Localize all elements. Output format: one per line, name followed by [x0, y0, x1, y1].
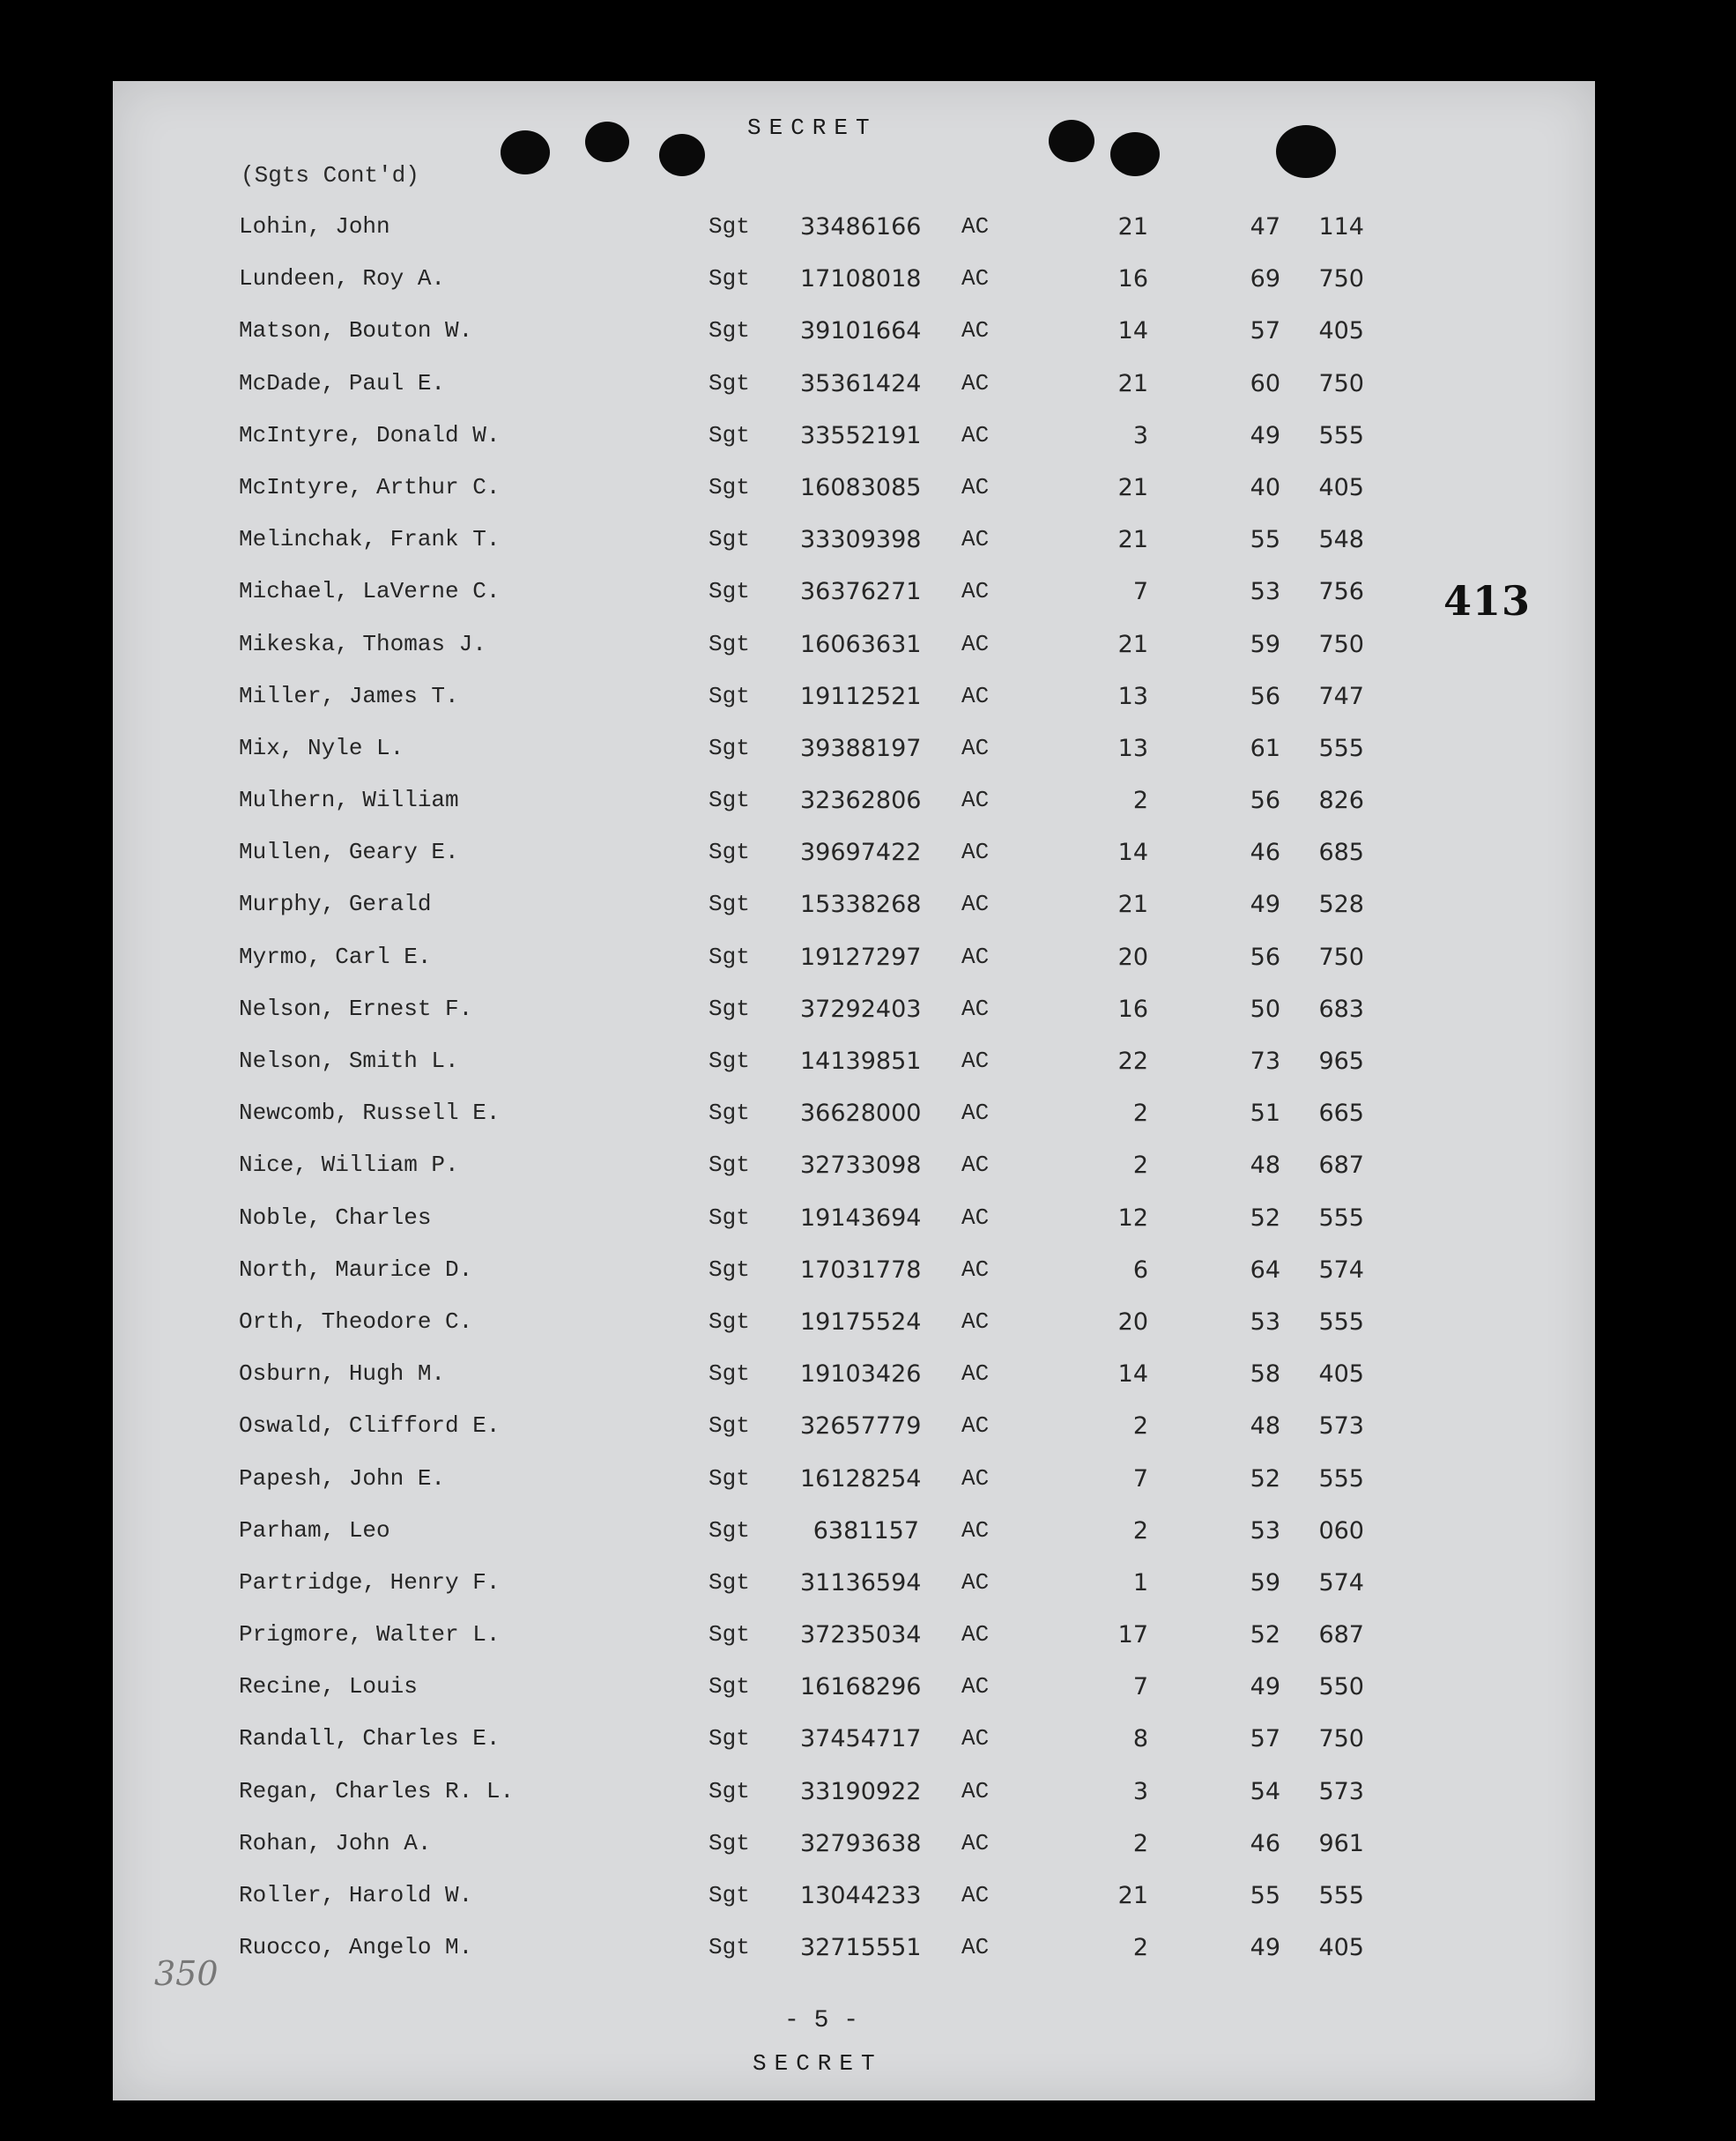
value-cell-b: 52 [1250, 1464, 1280, 1493]
value-cell-c: 750 [1318, 1725, 1364, 1753]
value-cell-c: 750 [1318, 943, 1364, 971]
name-cell: Matson, Bouton W. [239, 317, 473, 344]
serial-number-cell: 19143694 [800, 1204, 922, 1232]
value-cell-c: 756 [1318, 578, 1364, 606]
branch-cell: AC [961, 1204, 990, 1231]
value-cell-b: 53 [1250, 1308, 1280, 1336]
name-cell: Lundeen, Roy A. [239, 265, 446, 293]
serial-number-cell: 31136594 [800, 1568, 922, 1596]
serial-number-cell: 16168296 [800, 1673, 922, 1701]
value-cell-b: 49 [1250, 1934, 1280, 1962]
value-cell-a: 3 [1132, 421, 1148, 449]
section-subtitle: (Sgts Cont'd) [241, 162, 419, 189]
value-cell-a: 14 [1117, 317, 1148, 345]
value-cell-c: 750 [1318, 369, 1364, 397]
value-cell-c: 405 [1318, 1934, 1364, 1962]
value-cell-a: 7 [1132, 1464, 1148, 1493]
serial-number-cell: 15338268 [800, 891, 922, 919]
table-row [113, 996, 1595, 1048]
punch-hole [1110, 132, 1160, 176]
value-cell-a: 14 [1117, 1360, 1148, 1389]
value-cell-b: 49 [1250, 891, 1280, 919]
rank-cell: Sgt [708, 265, 750, 293]
rank-cell: Sgt [708, 1308, 750, 1335]
rank-cell: Sgt [708, 943, 750, 970]
value-cell-c: 665 [1318, 1100, 1364, 1128]
serial-number-cell: 33552191 [800, 421, 922, 449]
table-row [113, 1673, 1595, 1725]
table-row [113, 1308, 1595, 1360]
value-cell-c: 555 [1318, 421, 1364, 449]
value-cell-b: 56 [1250, 682, 1280, 710]
rank-cell: Sgt [708, 891, 750, 918]
name-cell: Randall, Charles E. [239, 1725, 501, 1752]
document-page [113, 81, 1595, 2100]
value-cell-b: 46 [1250, 1829, 1280, 1857]
name-cell: Noble, Charles [239, 1204, 432, 1231]
name-cell: Oswald, Clifford E. [239, 1412, 501, 1440]
value-cell-b: 53 [1250, 1516, 1280, 1545]
serial-number-cell: 16063631 [800, 630, 922, 658]
table-row [113, 1569, 1595, 1621]
name-cell: Lohin, John [239, 213, 390, 240]
rank-cell: Sgt [708, 578, 750, 605]
branch-cell: AC [961, 1777, 990, 1804]
rank-cell: Sgt [708, 682, 750, 709]
branch-cell: AC [961, 630, 990, 657]
punch-hole [1049, 120, 1094, 162]
value-cell-b: 52 [1250, 1621, 1280, 1649]
rank-cell: Sgt [708, 1725, 750, 1752]
serial-number-cell: 36628000 [800, 1100, 922, 1128]
serial-number-cell: 19112521 [800, 682, 922, 710]
name-cell: Nelson, Smith L. [239, 1048, 459, 1074]
table-row [113, 422, 1595, 474]
value-cell-c: 405 [1318, 473, 1364, 501]
value-cell-a: 21 [1117, 1882, 1148, 1909]
name-cell: Mulhern, William [239, 787, 459, 814]
rank-cell: Sgt [708, 630, 750, 657]
value-cell-a: 20 [1117, 1308, 1148, 1336]
value-cell-a: 2 [1132, 1152, 1148, 1180]
value-cell-a: 2 [1132, 1934, 1148, 1962]
value-cell-c: 405 [1318, 317, 1364, 345]
branch-cell: AC [961, 1516, 990, 1544]
table-row [113, 1934, 1595, 1986]
value-cell-c: 683 [1318, 995, 1364, 1023]
name-cell: Murphy, Gerald [239, 891, 432, 918]
rank-cell: Sgt [708, 1516, 750, 1544]
value-cell-a: 8 [1132, 1725, 1148, 1753]
table-row [113, 735, 1595, 787]
table-row [113, 1152, 1595, 1204]
value-cell-b: 60 [1250, 369, 1280, 397]
rank-cell: Sgt [708, 1464, 750, 1492]
value-cell-c: 555 [1318, 1308, 1364, 1336]
value-cell-b: 56 [1250, 787, 1280, 815]
value-cell-a: 2 [1132, 1829, 1148, 1857]
serial-number-cell: 14139851 [800, 1048, 922, 1075]
value-cell-b: 57 [1250, 317, 1280, 345]
table-row [113, 631, 1595, 683]
table-row [113, 944, 1595, 996]
rank-cell: Sgt [708, 526, 750, 553]
name-cell: Myrmo, Carl E. [239, 943, 432, 970]
value-cell-a: 12 [1117, 1204, 1148, 1232]
value-cell-a: 21 [1117, 526, 1148, 554]
value-cell-a: 21 [1117, 630, 1148, 658]
punch-hole [501, 130, 550, 174]
value-cell-a: 22 [1117, 1048, 1148, 1075]
rank-cell: Sgt [708, 1256, 750, 1283]
branch-cell: AC [961, 317, 990, 344]
value-cell-a: 2 [1132, 787, 1148, 815]
table-row [113, 1360, 1595, 1412]
value-cell-b: 47 [1250, 213, 1280, 241]
branch-cell: AC [961, 1152, 990, 1179]
serial-number-cell: 19103426 [800, 1360, 922, 1389]
branch-cell: AC [961, 1048, 990, 1074]
name-cell: Parham, Leo [239, 1516, 390, 1544]
rank-cell: Sgt [708, 1621, 750, 1648]
value-cell-c: 405 [1318, 1360, 1364, 1389]
rank-cell: Sgt [708, 1829, 750, 1856]
value-cell-b: 59 [1250, 1568, 1280, 1596]
punch-hole [1276, 125, 1336, 178]
name-cell: Newcomb, Russell E. [239, 1100, 501, 1127]
table-row [113, 1465, 1595, 1517]
value-cell-c: 573 [1318, 1412, 1364, 1441]
rank-cell: Sgt [708, 1882, 750, 1908]
branch-cell: AC [961, 265, 990, 293]
branch-cell: AC [961, 1882, 990, 1908]
serial-number-cell: 35361424 [800, 369, 922, 397]
rank-cell: Sgt [708, 1360, 750, 1388]
value-cell-b: 57 [1250, 1725, 1280, 1753]
name-cell: Papesh, John E. [239, 1464, 446, 1492]
value-cell-a: 2 [1132, 1100, 1148, 1128]
table-row [113, 1048, 1595, 1100]
value-cell-a: 21 [1117, 473, 1148, 501]
value-cell-b: 69 [1250, 265, 1280, 293]
value-cell-c: 961 [1318, 1829, 1364, 1857]
value-cell-c: 750 [1318, 265, 1364, 293]
serial-number-cell: 33309398 [800, 526, 922, 554]
branch-cell: AC [961, 1568, 990, 1596]
value-cell-b: 61 [1250, 734, 1280, 762]
value-cell-b: 55 [1250, 526, 1280, 554]
value-cell-c: 555 [1318, 1882, 1364, 1909]
branch-cell: AC [961, 1308, 990, 1335]
serial-number-cell: 17031778 [800, 1256, 922, 1284]
value-cell-c: 060 [1318, 1516, 1364, 1545]
name-cell: Prigmore, Walter L. [239, 1621, 501, 1648]
rank-cell: Sgt [708, 995, 750, 1022]
name-cell: Recine, Louis [239, 1673, 418, 1700]
rank-cell: Sgt [708, 1568, 750, 1596]
table-row [113, 787, 1595, 839]
punch-hole [585, 122, 629, 162]
branch-cell: AC [961, 1621, 990, 1648]
name-cell: Melinchak, Frank T. [239, 526, 501, 553]
table-row [113, 1204, 1595, 1256]
value-cell-a: 13 [1117, 682, 1148, 710]
name-cell: Ruocco, Angelo M. [239, 1934, 473, 1961]
value-cell-a: 14 [1117, 839, 1148, 867]
rank-cell: Sgt [708, 213, 750, 240]
value-cell-a: 21 [1117, 891, 1148, 919]
branch-cell: AC [961, 526, 990, 553]
table-row [113, 1882, 1595, 1934]
table-row [113, 1778, 1595, 1830]
value-cell-b: 49 [1250, 421, 1280, 449]
value-cell-b: 64 [1250, 1256, 1280, 1284]
value-cell-a: 7 [1132, 578, 1148, 606]
table-row [113, 578, 1595, 630]
name-cell: Mix, Nyle L. [239, 734, 404, 761]
value-cell-c: 550 [1318, 1673, 1364, 1701]
value-cell-b: 53 [1250, 578, 1280, 606]
value-cell-b: 52 [1250, 1204, 1280, 1232]
value-cell-a: 17 [1117, 1621, 1148, 1649]
handwritten-note: 350 [154, 1954, 219, 1993]
serial-number-cell: 19127297 [800, 943, 922, 971]
branch-cell: AC [961, 1829, 990, 1856]
branch-cell: AC [961, 1673, 990, 1700]
value-cell-a: 13 [1117, 734, 1148, 762]
rank-cell: Sgt [708, 473, 750, 500]
name-cell: Osburn, Hugh M. [239, 1360, 446, 1388]
value-cell-c: 528 [1318, 891, 1364, 919]
value-cell-b: 48 [1250, 1152, 1280, 1180]
serial-number-cell: 32715551 [800, 1934, 922, 1962]
value-cell-c: 114 [1318, 213, 1364, 241]
value-cell-b: 50 [1250, 995, 1280, 1023]
rank-cell: Sgt [708, 1934, 750, 1961]
branch-cell: AC [961, 1256, 990, 1283]
branch-cell: AC [961, 1360, 990, 1388]
branch-cell: AC [961, 421, 990, 448]
serial-number-cell: 32657779 [800, 1412, 922, 1441]
value-cell-c: 687 [1318, 1621, 1364, 1649]
serial-number-cell: 16128254 [800, 1464, 922, 1493]
rank-cell: Sgt [708, 1048, 750, 1074]
value-cell-c: 685 [1318, 839, 1364, 867]
serial-number-cell: 39101664 [800, 317, 922, 345]
table-row [113, 213, 1595, 265]
rank-cell: Sgt [708, 1152, 750, 1179]
branch-cell: AC [961, 369, 990, 396]
rank-cell: Sgt [708, 1777, 750, 1804]
value-cell-c: 687 [1318, 1152, 1364, 1180]
serial-number-cell: 32362806 [800, 787, 922, 815]
name-cell: Nelson, Ernest F. [239, 995, 473, 1022]
branch-cell: AC [961, 734, 990, 761]
value-cell-a: 21 [1117, 213, 1148, 241]
name-cell: Nice, William P. [239, 1152, 459, 1179]
branch-cell: AC [961, 213, 990, 240]
table-row [113, 370, 1595, 422]
rank-cell: Sgt [708, 421, 750, 448]
branch-cell: AC [961, 787, 990, 814]
table-row [113, 317, 1595, 369]
serial-number-cell: 39388197 [800, 734, 922, 762]
serial-number-cell: 33486166 [800, 213, 922, 241]
rank-cell: Sgt [708, 839, 750, 866]
name-cell: McIntyre, Donald W. [239, 421, 501, 448]
page-number: - 5 - [784, 2007, 859, 2034]
serial-number-cell: 13044233 [800, 1882, 922, 1909]
serial-number-cell: 39697422 [800, 839, 922, 867]
table-row [113, 1517, 1595, 1569]
table-row [113, 839, 1595, 891]
rank-cell: Sgt [708, 317, 750, 344]
value-cell-b: 59 [1250, 630, 1280, 658]
value-cell-b: 55 [1250, 1882, 1280, 1909]
serial-number-cell: 37454717 [800, 1725, 922, 1753]
branch-cell: AC [961, 473, 990, 500]
value-cell-c: 574 [1318, 1256, 1364, 1284]
value-cell-c: 555 [1318, 1204, 1364, 1232]
branch-cell: AC [961, 995, 990, 1022]
value-cell-a: 6 [1132, 1256, 1148, 1284]
name-cell: Partridge, Henry F. [239, 1568, 501, 1596]
table-row [113, 1725, 1595, 1777]
stamp-number: 413 [1443, 577, 1532, 625]
value-cell-a: 16 [1117, 995, 1148, 1023]
name-cell: McIntyre, Arthur C. [239, 473, 501, 500]
table-row [113, 1412, 1595, 1464]
serial-number-cell: 32733098 [800, 1152, 922, 1180]
value-cell-c: 548 [1318, 526, 1364, 554]
table-row [113, 891, 1595, 943]
value-cell-a: 7 [1132, 1673, 1148, 1701]
value-cell-b: 48 [1250, 1412, 1280, 1441]
branch-cell: AC [961, 578, 990, 605]
serial-number-cell: 16083085 [800, 473, 922, 501]
table-row [113, 1830, 1595, 1882]
serial-number-cell: 37292403 [800, 995, 922, 1023]
table-row [113, 1256, 1595, 1308]
rank-cell: Sgt [708, 1412, 750, 1440]
serial-number-cell: 19175524 [800, 1308, 922, 1336]
serial-number-cell: 33190922 [800, 1777, 922, 1805]
name-cell: McDade, Paul E. [239, 369, 446, 396]
value-cell-a: 2 [1132, 1516, 1148, 1545]
value-cell-c: 555 [1318, 1464, 1364, 1493]
branch-cell: AC [961, 891, 990, 918]
classification-header: SECRET [747, 115, 878, 141]
serial-number-cell: 37235034 [800, 1621, 922, 1649]
branch-cell: AC [961, 839, 990, 866]
rank-cell: Sgt [708, 1204, 750, 1231]
value-cell-b: 51 [1250, 1100, 1280, 1128]
table-row [113, 1100, 1595, 1152]
rank-cell: Sgt [708, 1673, 750, 1700]
name-cell: Mikeska, Thomas J. [239, 630, 486, 657]
branch-cell: AC [961, 943, 990, 970]
value-cell-c: 826 [1318, 787, 1364, 815]
value-cell-c: 574 [1318, 1568, 1364, 1596]
rank-cell: Sgt [708, 734, 750, 761]
value-cell-a: 20 [1117, 943, 1148, 971]
table-row [113, 1621, 1595, 1673]
branch-cell: AC [961, 1725, 990, 1752]
value-cell-b: 73 [1250, 1048, 1280, 1075]
value-cell-c: 747 [1318, 682, 1364, 710]
rank-cell: Sgt [708, 787, 750, 814]
value-cell-a: 16 [1117, 265, 1148, 293]
name-cell: Rohan, John A. [239, 1829, 432, 1856]
value-cell-a: 21 [1117, 369, 1148, 397]
serial-number-cell: 17108018 [800, 265, 922, 293]
value-cell-a: 1 [1132, 1568, 1148, 1596]
punch-hole [659, 134, 705, 176]
value-cell-b: 40 [1250, 473, 1280, 501]
serial-number-cell: 36376271 [800, 578, 922, 606]
value-cell-c: 555 [1318, 734, 1364, 762]
value-cell-c: 573 [1318, 1777, 1364, 1805]
serial-number-cell: 32793638 [800, 1829, 922, 1857]
branch-cell: AC [961, 1464, 990, 1492]
rank-cell: Sgt [708, 369, 750, 396]
branch-cell: AC [961, 682, 990, 709]
table-row [113, 683, 1595, 735]
classification-footer: SECRET [753, 2050, 883, 2077]
value-cell-c: 750 [1318, 630, 1364, 658]
value-cell-c: 965 [1318, 1048, 1364, 1075]
value-cell-a: 3 [1132, 1777, 1148, 1805]
serial-number-cell: 6381157 [812, 1516, 919, 1545]
name-cell: Orth, Theodore C. [239, 1308, 473, 1335]
value-cell-b: 54 [1250, 1777, 1280, 1805]
name-cell: Mullen, Geary E. [239, 839, 459, 866]
value-cell-b: 56 [1250, 943, 1280, 971]
name-cell: North, Maurice D. [239, 1256, 473, 1283]
name-cell: Miller, James T. [239, 682, 459, 709]
branch-cell: AC [961, 1412, 990, 1440]
value-cell-b: 46 [1250, 839, 1280, 867]
value-cell-a: 2 [1132, 1412, 1148, 1441]
table-row [113, 526, 1595, 578]
value-cell-b: 58 [1250, 1360, 1280, 1389]
table-row [113, 265, 1595, 317]
branch-cell: AC [961, 1934, 990, 1961]
roster-table [113, 213, 1595, 1986]
value-cell-b: 49 [1250, 1673, 1280, 1701]
name-cell: Regan, Charles R. L. [239, 1777, 515, 1804]
rank-cell: Sgt [708, 1100, 750, 1127]
branch-cell: AC [961, 1100, 990, 1127]
table-row [113, 474, 1595, 526]
name-cell: Michael, LaVerne C. [239, 578, 501, 605]
name-cell: Roller, Harold W. [239, 1882, 473, 1908]
